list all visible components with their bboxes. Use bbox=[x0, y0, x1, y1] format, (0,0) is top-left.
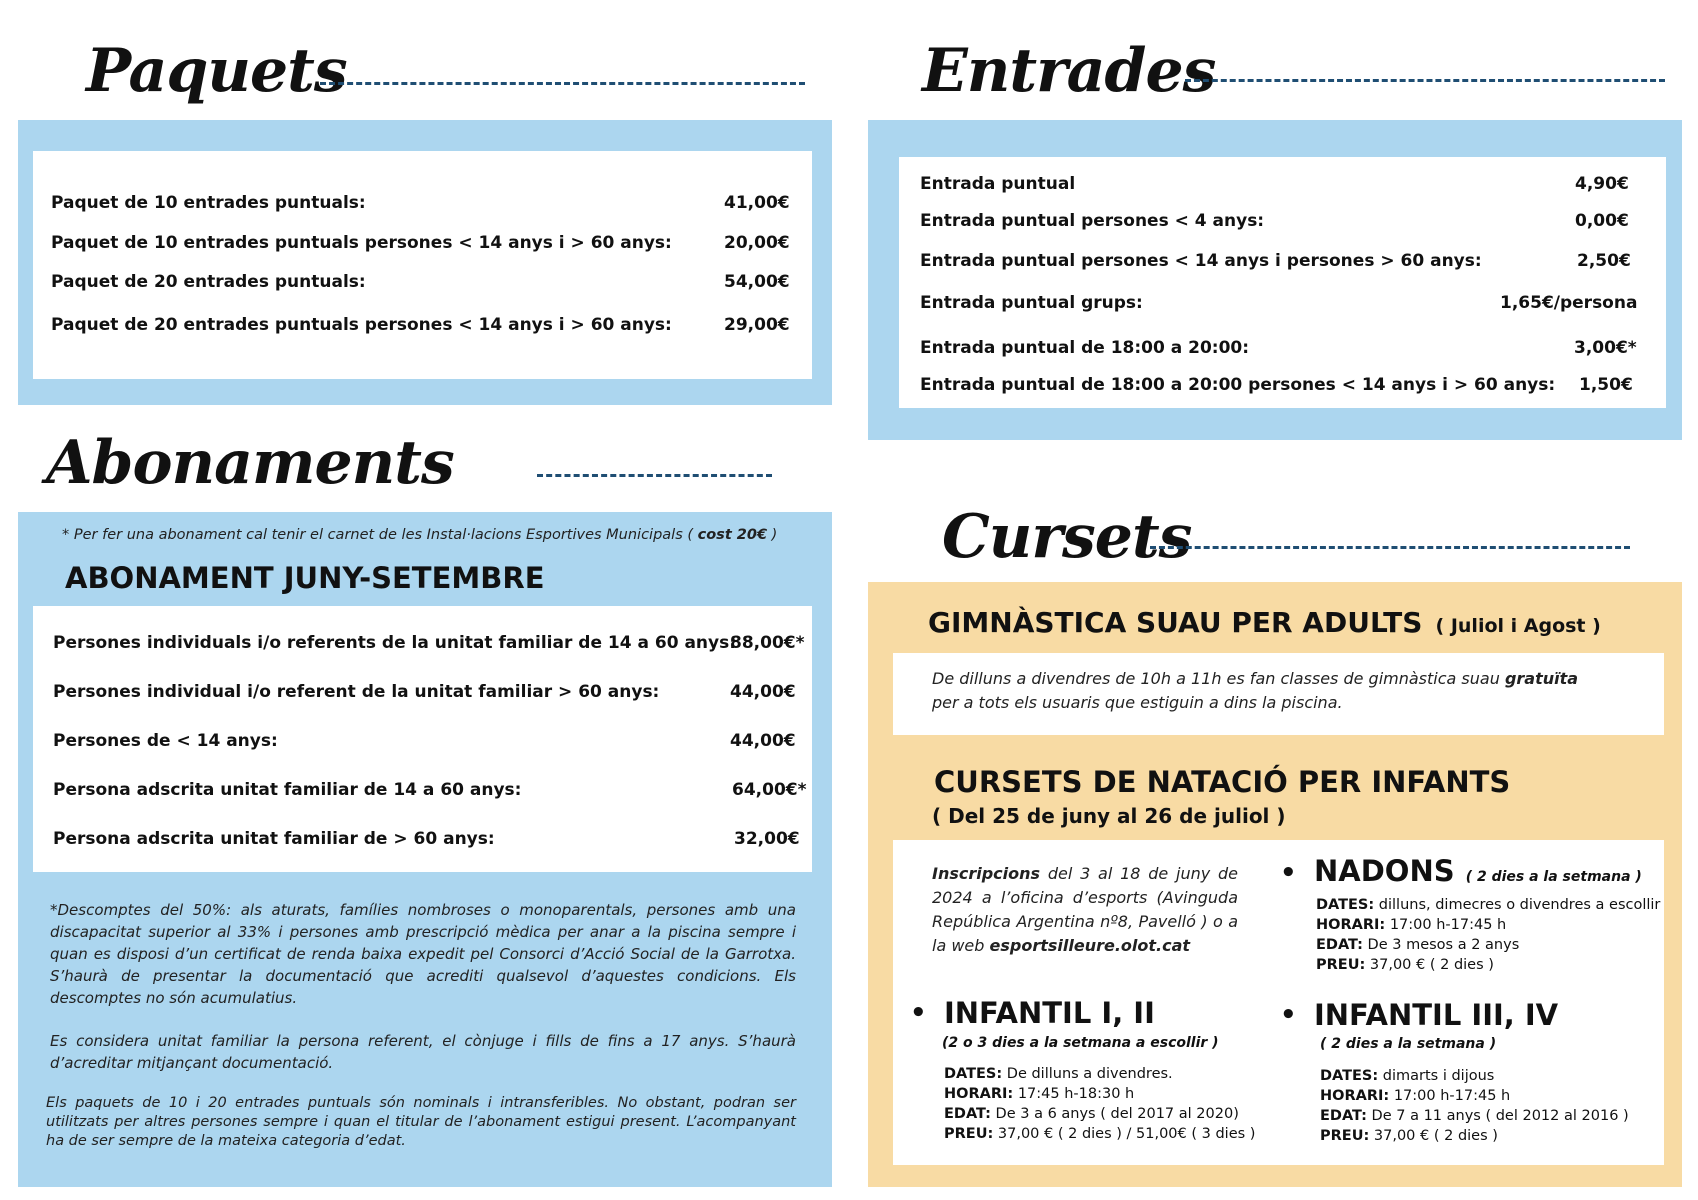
entrades-row-price: 4,90€ bbox=[1575, 174, 1629, 194]
paquets-row-price: 54,00€ bbox=[724, 272, 790, 292]
gimnastica-text-1: De dilluns a divendres de 10h a 11h es fan classes de gimnàstica suau bbox=[932, 669, 1500, 688]
entrades-row-price: 1,65€/persona bbox=[1500, 293, 1638, 313]
paquets-row-price: 41,00€ bbox=[724, 193, 790, 213]
entrades-row-price: 0,00€ bbox=[1575, 211, 1629, 231]
abonaments-row-label: Persona adscrita unitat familiar de > 60 anys: bbox=[53, 829, 495, 849]
entrades-divider bbox=[1185, 79, 1665, 82]
inscripcions-web: esportsilleure.olot.cat bbox=[989, 936, 1191, 955]
paquets-row-label: Paquet de 10 entrades puntuals persones < 14 anys i > 60 anys: bbox=[51, 233, 672, 253]
abonaments-row-price: 44,00€ bbox=[730, 682, 796, 702]
inscripcions-details: del 3 al 18 de juny de 2024 a l’oficina d’esports (Avinguda República Argentina nº8, Pavelló ) o a la web bbox=[932, 864, 1238, 955]
abonaments-note bbox=[62, 527, 777, 543]
infantil34-preu: 37,00 € ( 2 dies ) bbox=[1373, 1128, 1498, 1144]
inscripcions-label: Inscripcions bbox=[932, 864, 1041, 883]
infantil12-title: INFANTIL I, II bbox=[944, 996, 1155, 1030]
entrades-row-label: Entrada puntual grups: bbox=[920, 293, 1143, 313]
abonaments-row-price: 44,00€ bbox=[730, 731, 796, 751]
paquets-card bbox=[33, 151, 812, 379]
abonaments-note-suffix: ) bbox=[771, 527, 778, 543]
infantil34-title: INFANTIL III, IV bbox=[1314, 998, 1559, 1032]
infantil12-preu: 37,00 € ( 2 dies ) / 51,00€ ( 3 dies ) bbox=[997, 1126, 1256, 1142]
nadons-preu-label: PREU: bbox=[1316, 957, 1366, 973]
abonaments-note-cost: cost 20€ bbox=[697, 527, 768, 543]
infantil12-dates: De dilluns a divendres. bbox=[1006, 1066, 1173, 1082]
nadons-dates: dilluns, dimecres o divendres a escollir bbox=[1378, 897, 1661, 913]
entrades-row-price: 1,50€ bbox=[1579, 375, 1633, 395]
paquets-row-label: Paquet de 20 entrades puntuals: bbox=[51, 272, 366, 292]
entrades-row-label: Entrada puntual persones < 14 anys i persones > 60 anys: bbox=[920, 251, 1482, 271]
entrades-row-label: Entrada puntual bbox=[920, 174, 1076, 194]
bullet-icon: • bbox=[910, 998, 927, 1028]
nadons-preu: 37,00 € ( 2 dies ) bbox=[1369, 957, 1494, 973]
infantil34-details bbox=[1320, 1066, 1629, 1146]
gimnastica-text-2: per a tots els usuaris que estiguin a dins la piscina. bbox=[932, 693, 1343, 712]
nadons-horari-label: HORARI: bbox=[1316, 917, 1386, 933]
gimnastica-period: ( Juliol i Agost ) bbox=[1435, 615, 1601, 637]
infantil34-horari: 17:00 h-17:45 h bbox=[1393, 1088, 1511, 1104]
entrades-row-label: Entrada puntual de 18:00 a 20:00 persones < 14 anys i > 60 anys: bbox=[920, 375, 1556, 395]
natacio-dates: ( Del 25 de juny al 26 de juliol ) bbox=[932, 804, 1286, 828]
infantil34-dates: dimarts i dijous bbox=[1382, 1068, 1495, 1084]
entrades-title: Entrades bbox=[922, 36, 1216, 106]
infantil34-edat: De 7 a 11 anys ( del 2012 al 2016 ) bbox=[1371, 1108, 1629, 1124]
family-unit-footnote: Es considera unitat familiar la persona referent, el cònjuge i fills de fins a 17 anys. S’haurà d’acreditar mitjançant documentació. bbox=[50, 1032, 796, 1072]
gimnastica-free: gratuïta bbox=[1504, 669, 1579, 688]
gimnastica-heading bbox=[928, 606, 1601, 639]
nadons-edat-label: EDAT: bbox=[1316, 937, 1363, 953]
nadons-details bbox=[1316, 895, 1660, 975]
infantil12-details bbox=[944, 1064, 1255, 1144]
infantil12-edat-label: EDAT: bbox=[944, 1106, 991, 1122]
abonaments-divider bbox=[537, 474, 772, 477]
bullet-icon: • bbox=[1280, 1000, 1297, 1030]
abonaments-note-prefix: * Per fer una abonament cal tenir el carnet de les Instal·lacions Esportives Municipals ( bbox=[62, 527, 694, 543]
infantil12-preu-label: PREU: bbox=[944, 1126, 994, 1142]
paquets-row-price: 20,00€ bbox=[724, 233, 790, 253]
entrades-row-label: Entrada puntual de 18:00 a 20:00: bbox=[920, 338, 1250, 358]
natacio-title: CURSETS DE NATACIÓ PER INFANTS bbox=[934, 765, 1511, 799]
entrades-row-price: 3,00€* bbox=[1574, 338, 1637, 358]
entrades-row-label: Entrada puntual persones < 4 anys: bbox=[920, 211, 1265, 231]
abonaments-title: Abonaments bbox=[46, 428, 454, 498]
cursets-title: Cursets bbox=[942, 502, 1192, 572]
entrades-card bbox=[899, 157, 1666, 408]
infantil34-edat-label: EDAT: bbox=[1320, 1108, 1367, 1124]
infantil12-edat: De 3 a 6 anys ( del 2017 al 2020) bbox=[995, 1106, 1239, 1122]
nadons-frequency: ( 2 dies a la setmana ) bbox=[1465, 869, 1642, 885]
paquets-row-label: Paquet de 10 entrades puntuals: bbox=[51, 193, 366, 213]
abonaments-row-price: 32,00€ bbox=[734, 829, 800, 849]
nadons-dates-label: DATES: bbox=[1316, 897, 1375, 913]
abonaments-row-label: Persones individual i/o referent de la unitat familiar > 60 anys: bbox=[53, 682, 660, 702]
infantil12-dates-label: DATES: bbox=[944, 1066, 1003, 1082]
gimnastica-title: GIMNÀSTICA SUAU PER ADULTS bbox=[928, 606, 1423, 639]
infantil34-frequency: ( 2 dies a la setmana ) bbox=[1320, 1036, 1497, 1052]
nadons-horari: 17:00 h-17:45 h bbox=[1389, 917, 1507, 933]
infantil12-horari: 17:45 h-18:30 h bbox=[1017, 1086, 1135, 1102]
infantil34-preu-label: PREU: bbox=[1320, 1128, 1370, 1144]
nadons-heading bbox=[1314, 854, 1642, 888]
abonaments-row-label: Persones individuals i/o referents de la unitat familiar de 14 a 60 anys: bbox=[53, 633, 737, 653]
paquets-row-price: 29,00€ bbox=[724, 315, 790, 335]
entrades-row-price: 2,50€ bbox=[1577, 251, 1631, 271]
discount-footnote: *Descomptes del 50%: als aturats, famílies nombroses o monoparentals, persones amb una discapacitat superior al 33% i persones amb prescripció mèdica per anar a la piscina sempre i quan es disposi d’un certificat de renda baixa expedit pel Consorci d’Acció Social de la Garrotxa. S’haurà de presentar la documentació que acrediti qualsevol d’aquestes condicions. Els descomptes no són acumulatius. bbox=[50, 901, 796, 1007]
nadons-edat: De 3 mesos a 2 anys bbox=[1367, 937, 1520, 953]
infantil34-horari-label: HORARI: bbox=[1320, 1088, 1390, 1104]
abonament-heading: ABONAMENT JUNY-SETEMBRE bbox=[65, 561, 545, 595]
paquets-title: Paquets bbox=[86, 36, 347, 106]
infantil12-frequency: (2 o 3 dies a la setmana a escollir ) bbox=[942, 1035, 1219, 1051]
cursets-divider bbox=[1150, 546, 1630, 549]
paquets-divider bbox=[320, 82, 805, 85]
abonaments-row-price: 64,00€* bbox=[732, 780, 807, 800]
infantil12-horari-label: HORARI: bbox=[944, 1086, 1014, 1102]
bullet-icon: • bbox=[1280, 858, 1297, 888]
gimnastica-text bbox=[932, 667, 1622, 715]
abonaments-row-label: Persones de < 14 anys: bbox=[53, 731, 278, 751]
abonaments-row-label: Persona adscrita unitat familiar de 14 a 60 anys: bbox=[53, 780, 522, 800]
abonaments-row-price: 88,00€* bbox=[730, 633, 805, 653]
infantil34-dates-label: DATES: bbox=[1320, 1068, 1379, 1084]
nadons-title: NADONS bbox=[1314, 854, 1455, 888]
paquets-row-label: Paquet de 20 entrades puntuals persones < 14 anys i > 60 anys: bbox=[51, 315, 672, 335]
inscripcions-text bbox=[932, 862, 1238, 958]
packages-footnote: Els paquets de 10 i 20 entrades puntuals són nominals i intransferibles. No obstant, podran ser utilitzats per altres persones sempre i quan el titular de l’abonament estigui present. L’acompanyant ha de ser sempre de la mateixa categoria d’edat. bbox=[46, 1095, 796, 1149]
